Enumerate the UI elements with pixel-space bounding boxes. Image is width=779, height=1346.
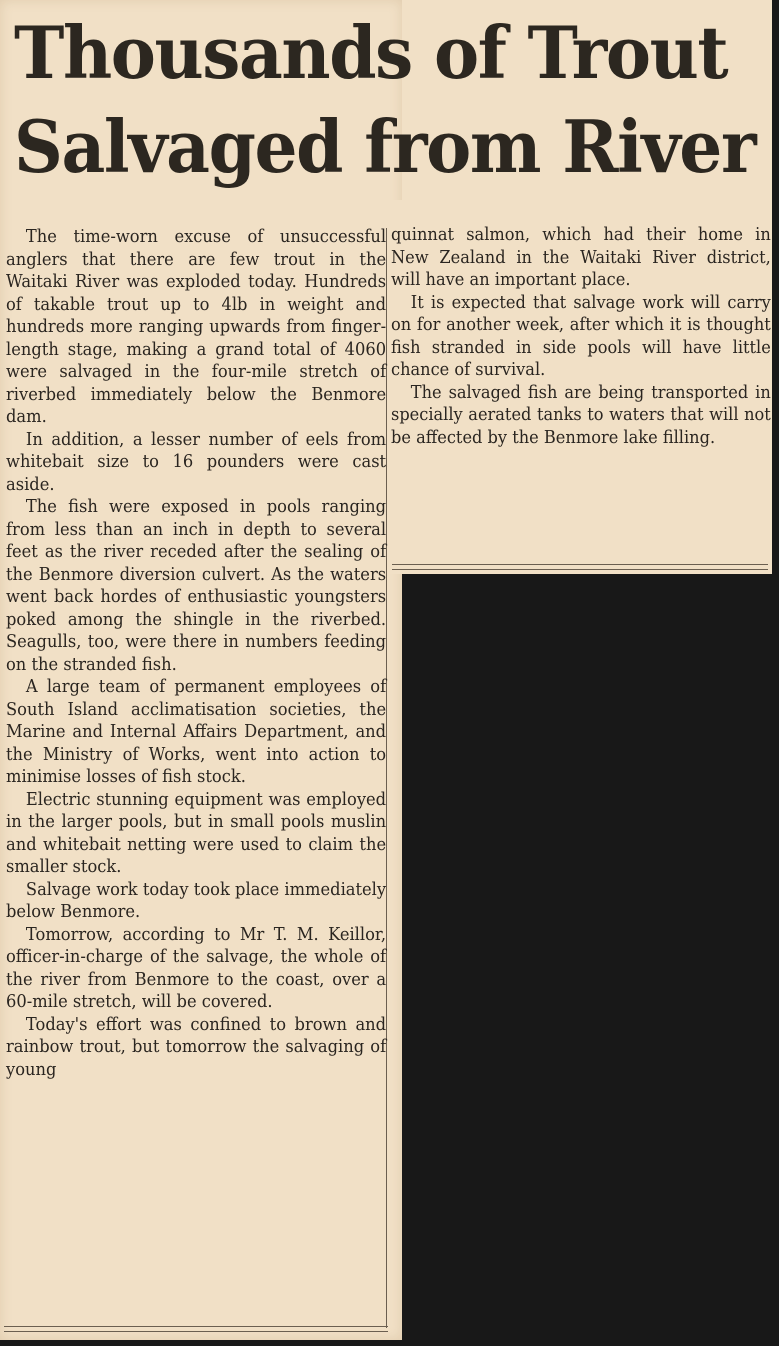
paragraph: quinnat salmon, which had their home in New Zealand in the Waitaki River district, will have an important place.: [391, 224, 771, 290]
column-end-rule: [392, 564, 768, 570]
paragraph: In addition, a lesser number of eels from whitebait size to 16 pounders were cast aside.: [6, 428, 387, 495]
headline-line-1: Thousands of Trout: [14, 10, 728, 95]
paragraph: Tomorrow, according to Mr T. M. Keillor, officer-in-charge of the salvage, the whole of the river from Benmore to the coast, over a 60-mile stretch, will be covered.: [6, 923, 387, 1012]
article-end-rule: [4, 1326, 388, 1332]
paragraph: The time-worn excuse of unsuccessful anglers that there are few trout in the Waitaki River was exploded today. Hundreds of takable trout up to 4lb in weight and hundreds more ranging upwards from finger-length stage, making a grand total of 4060 were salvaged in the four-mile stretch of riverbed immediately below the Benmore dam.: [6, 226, 387, 427]
paragraph: The fish were exposed in pools ranging from less than an inch in depth to several feet as the river receded after the sealing of the Benmore diversion culvert. As the waters went back hordes of enthusiastic youngsters poked among the shingle in the riverbed. Seagulls, too, were there in numbers feeding on the stranded fish.: [6, 496, 387, 675]
paragraph: The salvaged fish are being transported in specially aerated tanks to waters that will not be affected by the Benmore lake filling.: [391, 381, 771, 448]
article-column-right: [391, 224, 771, 449]
paragraph: A large team of permanent employees of South Island acclimatisation societies, the Marine and Internal Affairs Department, and the Ministry of Works, went into action to minimise losses of fish stock.: [6, 676, 387, 787]
column-divider: [386, 228, 387, 1328]
paragraph: Today's effort was confined to brown and rainbow trout, but tomorrow the salvaging of young: [6, 1013, 387, 1080]
article-column-left: [6, 226, 386, 1081]
paragraph: Salvage work today took place immediately below Benmore.: [6, 878, 387, 922]
paragraph: Electric stunning equipment was employed in the larger pools, but in small pools muslin and whitebait netting were used to claim the smaller stock.: [6, 788, 387, 877]
paragraph: It is expected that salvage work will carry on for another week, after which it is thought fish stranded in side pools will have little chance of survival.: [391, 291, 771, 380]
headline-line-2: Salvaged from River: [14, 104, 756, 189]
article-headline: [14, 6, 756, 194]
